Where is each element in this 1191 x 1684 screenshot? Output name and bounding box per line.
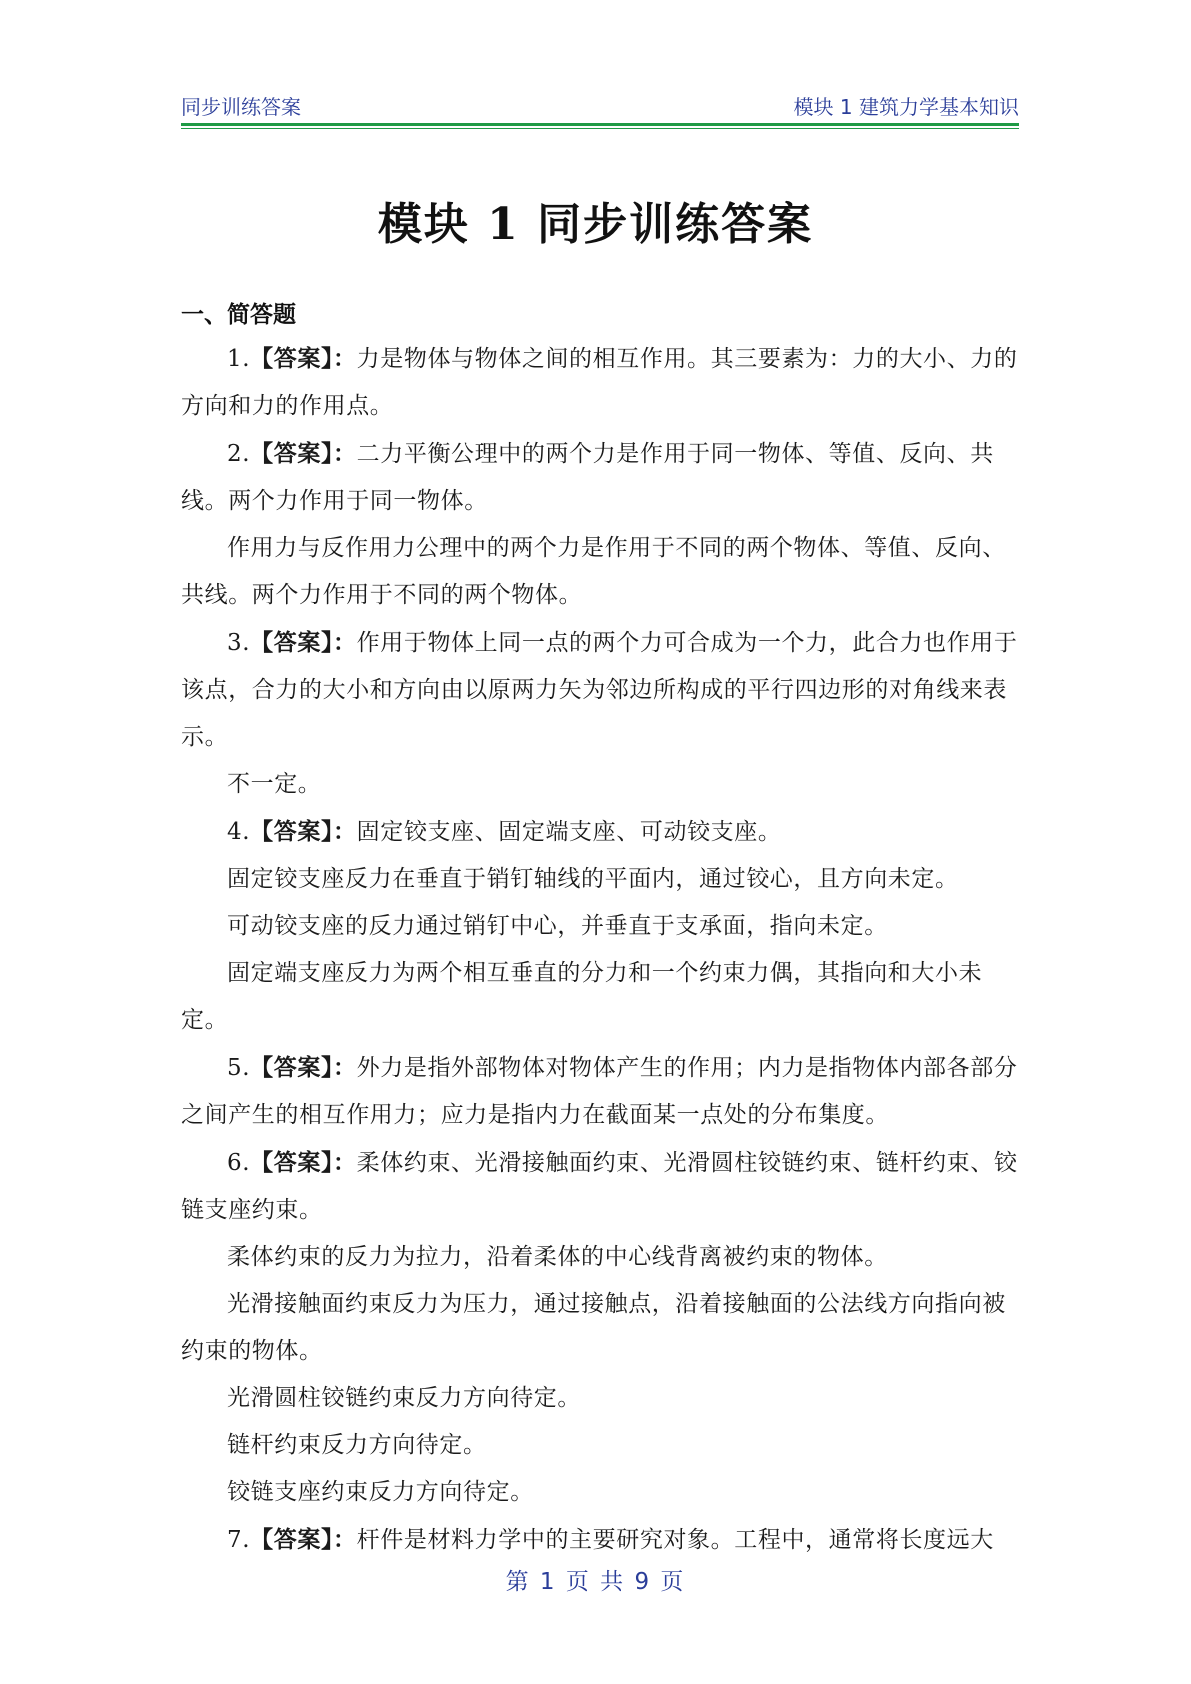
answer-paragraph [181,430,1021,525]
paragraph-text: 可动铰支座的反力通过销钉中心，并垂直于支承面，指向未定。 [227,913,888,939]
answer-number: 4. [227,819,251,845]
header-rule-thin [181,128,1019,129]
answer-tag: 【答案】： [250,818,357,845]
answer-paragraph [181,1516,1021,1564]
answer-body [181,335,1021,1564]
paragraph-text: 光滑接触面约束反力为压力，通过接触点，沿着接触面的公法线方向指向被约束的物体。 [181,1291,1006,1364]
document-title: 模块 1 同步训练答案 [377,199,814,250]
page-header [181,92,1019,122]
explanation-paragraph [181,525,1021,619]
answer-number: 7. [227,1527,251,1553]
answer-tag: 【答案】： [250,1149,357,1176]
answer-number: 2. [227,441,251,467]
paragraph-text: 固定铰支座、固定端支座、可动铰支座。 [356,819,782,845]
answer-tag: 【答案】： [250,345,357,372]
section-heading: 一、简答题 [181,302,296,328]
answer-paragraph [181,335,1021,430]
explanation-paragraph [181,1422,1021,1469]
paragraph-text: 固定端支座反力为两个相互垂直的分力和一个约束力偶，其指向和大小未定。 [181,960,983,1033]
paragraph-text: 光滑圆柱铰链约束反力方向待定。 [227,1385,581,1411]
paragraph-text: 力是物体与物体之间的相互作用。其三要素为：力的大小、力的方向和力的作用点。 [181,346,1018,419]
answer-tag: 【答案】： [250,1054,357,1081]
paragraph-text: 作用于物体上同一点的两个力可合成为一个力，此合力也作用于该点，合力的大小和方向由以原两力矢为邻边所构成的平行四边形的对角线来表示。 [181,630,1018,750]
answer-number: 3. [227,630,251,656]
answer-number: 6. [227,1150,251,1176]
answer-paragraph [181,1044,1021,1139]
explanation-paragraph [181,950,1021,1044]
answer-paragraph [181,808,1021,856]
paragraph-text: 柔体约束、光滑接触面约束、光滑圆柱铰链约束、链杆约束、铰链支座约束。 [181,1150,1018,1223]
paragraph-text: 柔体约束的反力为拉力，沿着柔体的中心线背离被约束的物体。 [227,1244,888,1270]
page-number: 第 1 页 共 9 页 [505,1569,686,1595]
paragraph-text: 二力平衡公理中的两个力是作用于同一物体、等值、反向、共线。两个力作用于同一物体。 [181,441,994,514]
answer-paragraph [181,619,1021,761]
paragraph-text: 作用力与反作用力公理中的两个力是作用于不同的两个物体、等值、反向、共线。两个力作用于不同的两个物体。 [181,535,1006,608]
explanation-paragraph [181,1469,1021,1516]
answer-tag: 【答案】： [250,1526,357,1553]
header-left-text: 同步训练答案 [181,95,301,119]
answer-number: 5. [227,1055,251,1081]
header-rule [181,123,1019,126]
explanation-paragraph [181,903,1021,950]
paragraph-text: 不一定。 [227,771,322,797]
explanation-paragraph [181,856,1021,903]
explanation-paragraph [181,1281,1021,1375]
explanation-paragraph [181,1375,1021,1422]
answer-number: 1. [227,346,251,372]
paragraph-text: 外力是指外部物体对物体产生的作用；内力是指物体内部各部分之间产生的相互作用力；应力是指内力在截面某一点处的分布集度。 [181,1055,1018,1128]
answer-tag: 【答案】： [250,440,357,467]
explanation-paragraph [181,1234,1021,1281]
paragraph-text: 链杆约束反力方向待定。 [227,1432,487,1458]
answer-paragraph [181,1139,1021,1234]
answer-tag: 【答案】： [250,629,357,656]
paragraph-text: 杆件是材料力学中的主要研究对象。工程中，通常将长度远大 [356,1527,994,1553]
header-right-text: 模块 1 建筑力学基本知识 [793,95,1019,119]
explanation-paragraph [181,761,1021,808]
paragraph-text: 铰链支座约束反力方向待定。 [227,1479,534,1505]
paragraph-text: 固定铰支座反力在垂直于销钉轴线的平面内，通过铰心，且方向未定。 [227,866,959,892]
